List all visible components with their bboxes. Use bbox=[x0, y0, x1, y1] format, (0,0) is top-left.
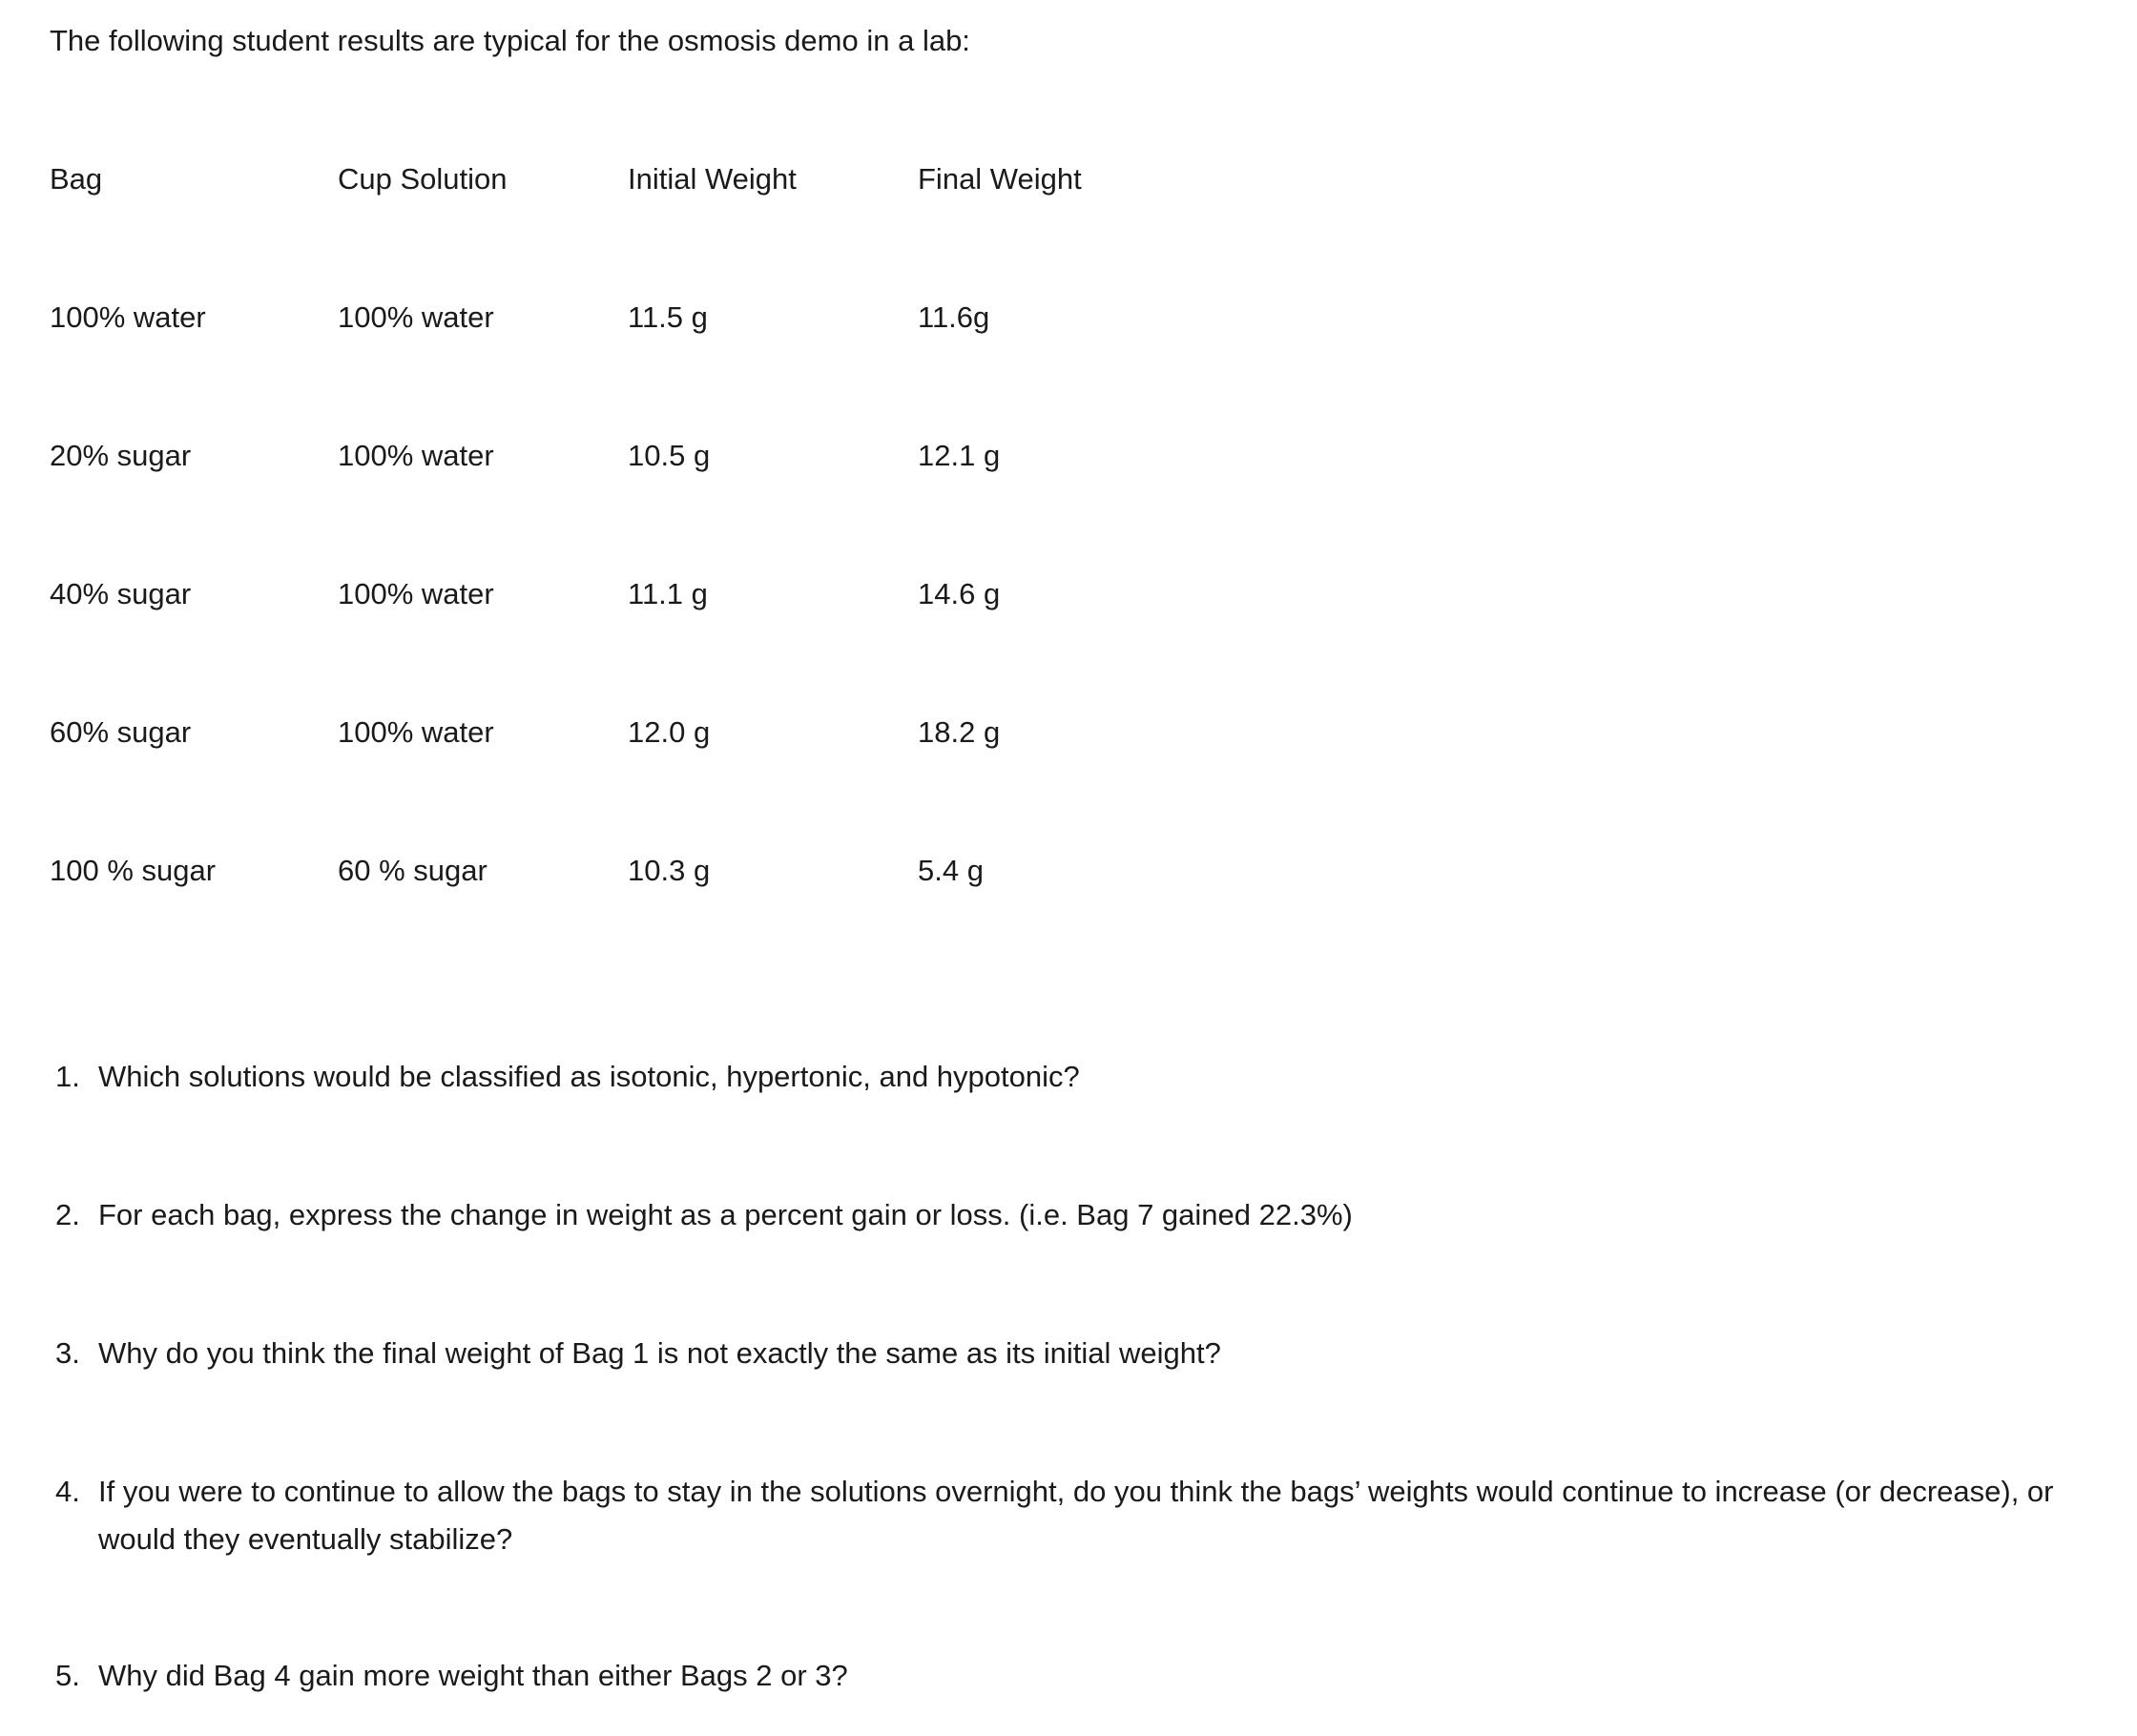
question-number: 2. bbox=[55, 1198, 80, 1231]
question-text: Which solutions would be classified as isotonic, hypertonic, and hypotonic? bbox=[98, 1060, 1080, 1093]
table-cell-cup-solution: 60 % sugar bbox=[338, 854, 488, 887]
question-item bbox=[55, 1053, 2087, 1101]
header-initial-weight: Initial Weight bbox=[628, 162, 797, 196]
table-cell-bag: 100 % sugar bbox=[50, 854, 217, 887]
table-cell-bag: 40% sugar bbox=[50, 577, 192, 610]
table-cell-cup-solution: 100% water bbox=[338, 300, 494, 334]
table-cell-initial-weight: 11.5 g bbox=[628, 300, 708, 334]
header-bag: Bag bbox=[50, 162, 103, 196]
question-item bbox=[55, 1330, 2087, 1377]
table-cell-initial-weight: 10.5 g bbox=[628, 439, 711, 472]
table-cell-bag: 60% sugar bbox=[50, 715, 192, 749]
table-cell-initial-weight: 10.3 g bbox=[628, 854, 711, 887]
table-cell-bag: 100% water bbox=[50, 300, 206, 334]
header-cup-solution: Cup Solution bbox=[338, 162, 508, 196]
question-text: Why do you think the final weight of Bag 1 is not exactly the same as its initial weight? bbox=[98, 1336, 1221, 1370]
question-text: For each bag, express the change in weight as a percent gain or loss. (i.e. Bag 7 gained 22.3%) bbox=[98, 1198, 1353, 1231]
table-cell-cup-solution: 100% water bbox=[338, 715, 494, 749]
table-cell-initial-weight: 12.0 g bbox=[628, 715, 711, 749]
question-number: 3. bbox=[55, 1336, 80, 1370]
question-text: If you were to continue to allow the bags to stay in the solutions overnight, do you think the bags’ weights would continue to increase (or decrease), or would they eventually stabilize? bbox=[98, 1475, 2054, 1556]
table-cell-cup-solution: 100% water bbox=[338, 577, 494, 610]
question-item bbox=[55, 1468, 2087, 1563]
question-number: 4. bbox=[55, 1475, 80, 1508]
table-cell-final-weight: 14.6 g bbox=[918, 577, 1001, 610]
table-cell-cup-solution: 100% water bbox=[338, 439, 494, 472]
table-cell-final-weight: 5.4 g bbox=[918, 854, 984, 887]
table-cell-final-weight: 11.6g bbox=[918, 300, 990, 334]
question-item bbox=[55, 1652, 2087, 1700]
table-cell-initial-weight: 11.1 g bbox=[628, 577, 708, 610]
question-number: 1. bbox=[55, 1060, 80, 1093]
question-text: Why did Bag 4 gain more weight than either Bags 2 or 3? bbox=[98, 1659, 848, 1692]
table-cell-final-weight: 12.1 g bbox=[918, 439, 1001, 472]
question-number: 5. bbox=[55, 1659, 80, 1692]
intro-text: The following student results are typical for the osmosis demo in a lab: bbox=[50, 24, 970, 57]
table-cell-final-weight: 18.2 g bbox=[918, 715, 1001, 749]
question-item bbox=[55, 1191, 2087, 1239]
header-final-weight: Final Weight bbox=[918, 162, 1082, 196]
table-cell-bag: 20% sugar bbox=[50, 439, 192, 472]
